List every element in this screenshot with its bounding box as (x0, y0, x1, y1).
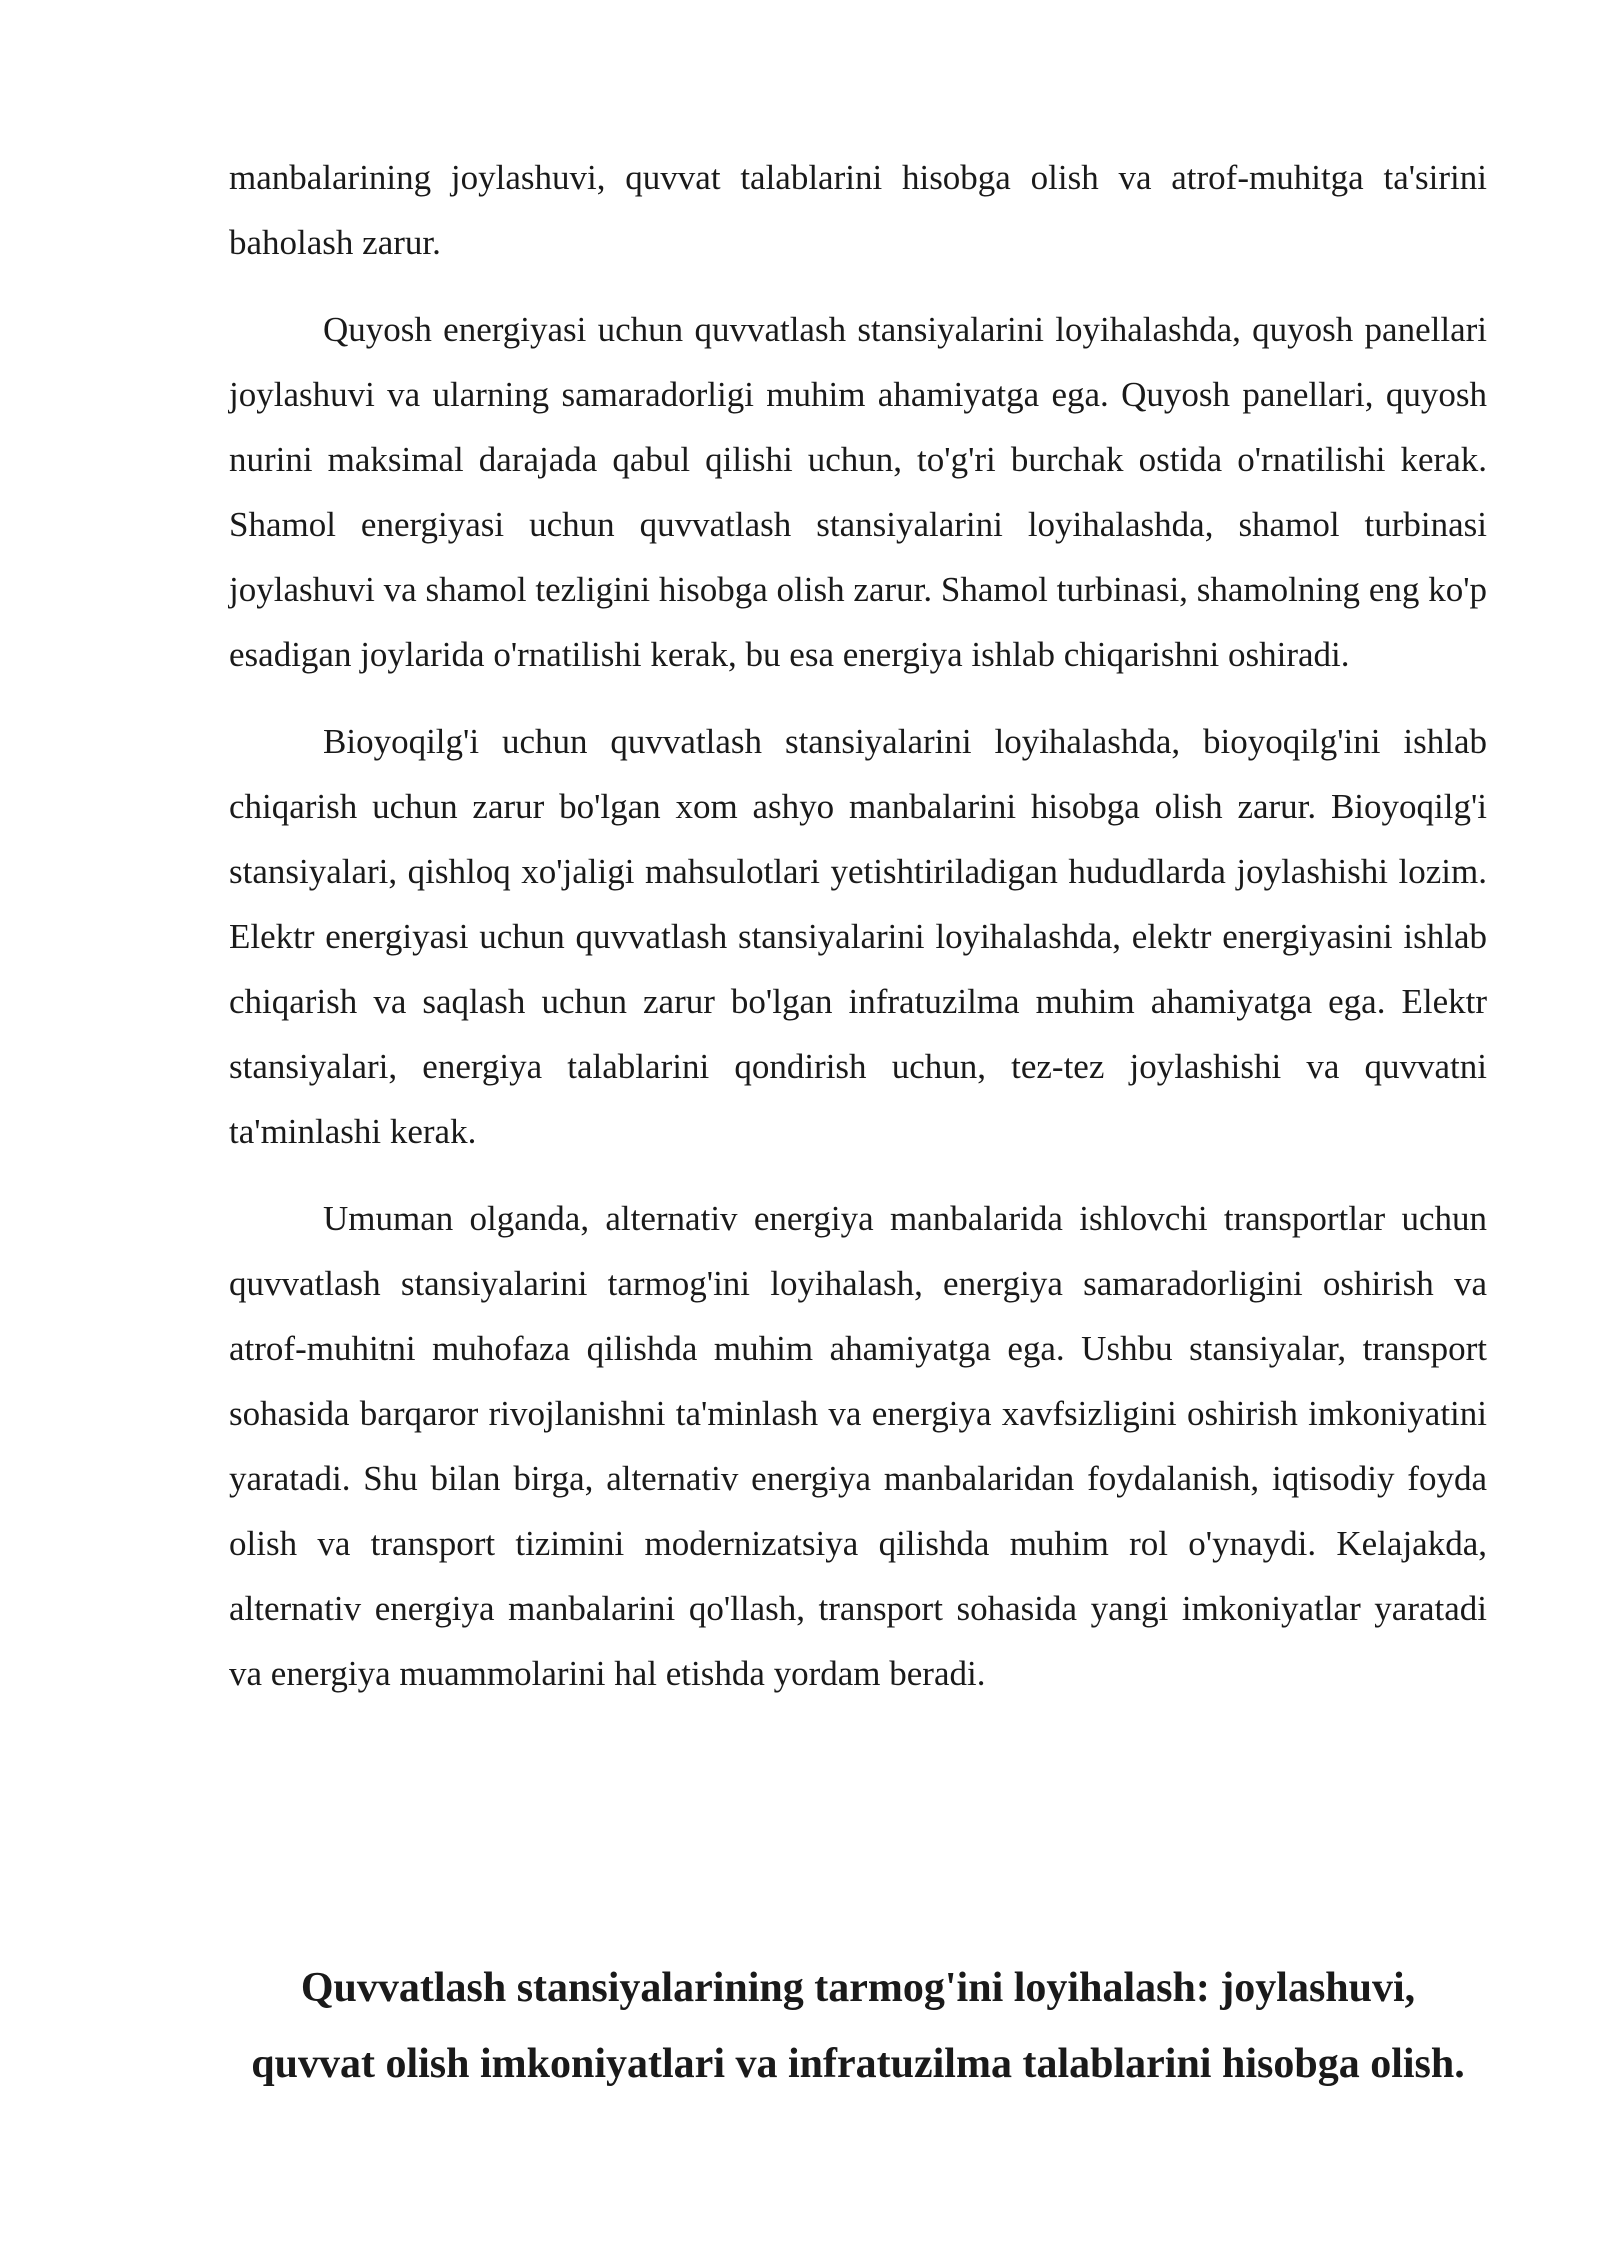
section-heading-line-1: Quvvatlash stansiyalarining tarmog'ini loyihalash: joylashuvi, (300, 1965, 1416, 2011)
paragraph-solar-wind: Quyosh energiyasi uchun quvvatlash stansiyalarini loyihalashda, quyosh panellari joylashuvi va ularning samaradorligi muhim ahamiyatga ega. Quyosh panellari, quyosh nurini maksimal darajada qabul qilishi uchun, to'g'ri burchak ostida o'rnatilishi kerak. Shamol energiyasi uchun quvvatlash stansiyalarini loyihalashda, shamol turbinasi joylashuvi va shamol tezligini hisobga olish zarur. Shamol turbinasi, shamolning eng ko'p esadigan joylarida o'rnatilishi kerak, bu esa energiya ishlab chiqarishni oshiradi. (229, 310, 1487, 674)
section-heading-line-2: quvvat olish imkoniyatlari va infratuzilma talablarini hisobga olish. (251, 2041, 1465, 2087)
paragraph-continuation: manbalarining joylashuvi, quvvat talablarini hisobga olish va atrof-muhitga ta'sirini baholash zarur. (229, 158, 1487, 262)
body-text (229, 145, 1487, 1728)
paragraph-conclusion: Umuman olganda, alternativ energiya manbalarida ishlovchi transportlar uchun quvvatlash stansiyalarini tarmog'ini loyihalash, energiya samaradorligini oshirish va atrof-muhitni muhofaza qilishda muhim ahamiyatga ega. Ushbu stansiyalar, transport sohasida barqaror rivojlanishni ta'minlash va energiya xavfsizligini oshirish imkoniyatini yaratadi. Shu bilan birga, alternativ energiya manbalaridan foydalanish, iqtisodiy foyda olish va transport tizimini modernizatsiya qilishda muhim rol o'ynaydi. Kelajakda, alternativ energiya manbalarini qo'llash, transport sohasida yangi imkoniyatlar yaratadi va energiya muammolarini hal etishda yordam beradi. (229, 1199, 1487, 1693)
section-heading (200, 1950, 1516, 2102)
paragraph-biofuel-electric: Bioyoqilg'i uchun quvvatlash stansiyalarini loyihalashda, bioyoqilg'ini ishlab chiqarish uchun zarur bo'lgan xom ashyo manbalarini hisobga olish zarur. Bioyoqilg'i stansiyalari, qishloq xo'jaligi mahsulotlari yetishtiriladigan hududlarda joylashishi lozim. Elektr energiyasi uchun quvvatlash stansiyalarini loyihalashda, elektr energiyasini ishlab chiqarish va saqlash uchun zarur bo'lgan infratuzilma muhim ahamiyatga ega. Elektr stansiyalari, energiya talablarini qondirish uchun, tez-tez joylashishi va quvvatni ta'minlashi kerak. (229, 722, 1487, 1151)
